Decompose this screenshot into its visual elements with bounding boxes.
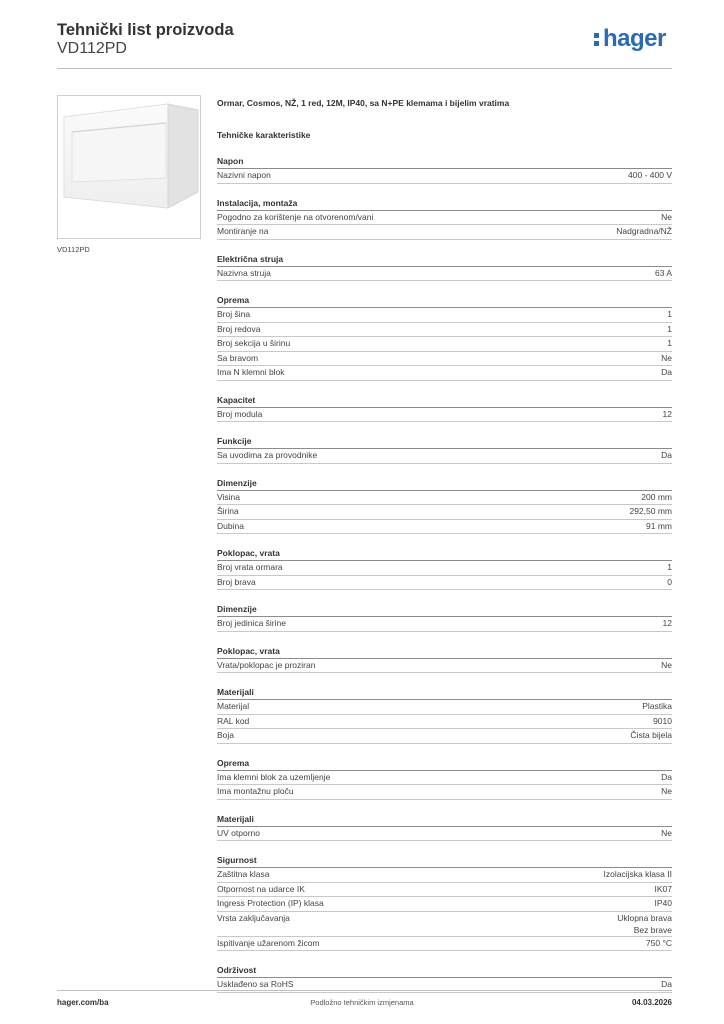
footer-website: hager.com/ba <box>57 998 109 1007</box>
spec-label: Širina <box>217 506 239 516</box>
spec-label: Otpornost na udarce IK <box>217 883 305 894</box>
spec-row <box>217 520 672 535</box>
spec-row <box>217 937 672 952</box>
spec-value-line: Uklopna brava <box>617 912 672 923</box>
spec-row <box>217 576 672 591</box>
spec-group-title: Funkcije <box>217 434 672 449</box>
spec-group <box>217 644 672 674</box>
spec-value: Ne <box>661 352 672 363</box>
spec-row <box>217 700 672 715</box>
spec-row <box>217 211 672 226</box>
spec-label: Broj redova <box>217 323 261 334</box>
spec-value: Izolacijska klasa II <box>603 869 672 879</box>
spec-label: Broj brava <box>217 576 256 587</box>
spec-group-title: Sigurnost <box>217 853 672 868</box>
spec-row <box>217 827 672 842</box>
spec-group <box>217 602 672 632</box>
spec-group-title: Instalacija, montaža <box>217 196 672 211</box>
spec-value: Da <box>661 979 672 989</box>
header-divider <box>57 68 672 69</box>
spec-groups <box>217 154 672 993</box>
enclosure-illustration-icon <box>58 96 200 238</box>
spec-label: Sa uvodima za provodnike <box>217 450 318 460</box>
spec-row <box>217 267 672 282</box>
spec-label: Visina <box>217 491 240 502</box>
spec-label: Ima N klemni blok <box>217 367 285 377</box>
spec-value: Ne <box>661 659 672 670</box>
spec-row <box>217 366 672 381</box>
spec-value: 1 <box>667 562 672 572</box>
spec-value: Čista bijela <box>630 730 672 740</box>
spec-label: Nazivni napon <box>217 170 271 180</box>
spec-value: 9010 <box>653 715 672 726</box>
spec-row <box>217 715 672 730</box>
spec-group <box>217 546 672 590</box>
spec-label: Zaštitna klasa <box>217 869 270 879</box>
spec-label: Broj jedinica širine <box>217 618 286 628</box>
hager-logo-icon: hager <box>594 27 666 51</box>
spec-value: 292,50 mm <box>629 506 672 516</box>
spec-row <box>217 785 672 800</box>
spec-value: 1 <box>667 323 672 334</box>
spec-label: Ingress Protection (IP) klasa <box>217 898 324 908</box>
spec-value: Da <box>661 771 672 782</box>
spec-label: RAL kod <box>217 715 250 726</box>
spec-value: Ne <box>661 211 672 222</box>
product-description: Ormar, Cosmos, NŽ, 1 red, 12M, IP40, sa N+PE klemama i bijelim vratima <box>217 98 510 108</box>
spec-label: UV otporno <box>217 827 260 838</box>
spec-label: Nazivna struja <box>217 267 271 278</box>
spec-label: Dubina <box>217 520 244 531</box>
spec-row <box>217 323 672 338</box>
spec-row <box>217 868 672 883</box>
spec-group <box>217 252 672 282</box>
spec-group-title: Materijali <box>217 685 672 700</box>
spec-row <box>217 225 672 240</box>
spec-group <box>217 853 672 951</box>
spec-group-title: Održivost <box>217 963 672 978</box>
spec-label: Vrsta zaključavanja <box>217 912 290 923</box>
spec-row <box>217 408 672 423</box>
spec-label: Ispitivanje užarenom žicom <box>217 937 320 948</box>
spec-row <box>217 449 672 464</box>
spec-value: Nadgradna/NŽ <box>616 226 672 236</box>
spec-value: 750 °C <box>645 937 672 948</box>
spec-row <box>217 352 672 367</box>
spec-row <box>217 617 672 632</box>
spec-group <box>217 756 672 800</box>
spec-row <box>217 897 672 912</box>
spec-group <box>217 154 672 184</box>
spec-group <box>217 196 672 240</box>
spec-group-title: Poklopac, vrata <box>217 644 672 659</box>
spec-value: Plastika <box>642 701 672 711</box>
spec-value: 12 <box>662 618 672 628</box>
spec-group <box>217 293 672 381</box>
spec-row <box>217 883 672 898</box>
spec-value: IP40 <box>654 898 672 908</box>
specification-sheet <box>217 96 672 993</box>
spec-value: 91 mm <box>646 520 672 531</box>
spec-group-title: Poklopac, vrata <box>217 546 672 561</box>
spec-label: Montiranje na <box>217 226 269 236</box>
spec-label: Vrata/poklopac je proziran <box>217 659 316 670</box>
spec-group-title: Dimenzije <box>217 476 672 491</box>
spec-label: Sa bravom <box>217 352 259 363</box>
spec-group-title: Oprema <box>217 293 672 308</box>
spec-row <box>217 912 672 937</box>
spec-group <box>217 812 672 842</box>
spec-group-title: Oprema <box>217 756 672 771</box>
spec-value: 12 <box>662 408 672 419</box>
spec-row <box>217 169 672 184</box>
spec-label: Broj šina <box>217 309 251 319</box>
spec-row <box>217 729 672 744</box>
footer-date: 04.03.2026 <box>631 998 672 1007</box>
spec-group-title: Napon <box>217 154 672 169</box>
spec-label: Materijal <box>217 701 250 711</box>
spec-value: Ne <box>661 786 672 796</box>
spec-row <box>217 505 672 520</box>
spec-row <box>217 561 672 576</box>
spec-value-line: Bez brave <box>633 924 672 935</box>
spec-value: Da <box>661 367 672 377</box>
spec-value: 0 <box>667 576 672 587</box>
spec-row <box>217 337 672 352</box>
spec-group <box>217 476 672 535</box>
spec-row <box>217 771 672 786</box>
spec-row <box>217 308 672 323</box>
spec-label: Ima klemni blok za uzemljenje <box>217 771 331 782</box>
spec-group <box>217 434 672 464</box>
spec-value: Ne <box>661 827 672 838</box>
spec-group <box>217 393 672 423</box>
spec-value: 400 - 400 V <box>628 170 672 180</box>
spec-value: 200 mm <box>641 491 672 502</box>
spec-group-title: Dimenzije <box>217 602 672 617</box>
spec-label: Usklađeno sa RoHS <box>217 979 294 989</box>
footer-note: Podložno tehničkim izmjenama <box>310 998 414 1007</box>
product-image-caption: VD112PD <box>57 245 90 254</box>
spec-label: Broj vrata ormara <box>217 562 283 572</box>
product-image <box>57 95 201 239</box>
spec-value: 1 <box>667 309 672 319</box>
spec-group <box>217 685 672 744</box>
spec-row <box>217 491 672 506</box>
spec-group-title: Materijali <box>217 812 672 827</box>
spec-label: Ima montažnu ploču <box>217 786 294 796</box>
technical-characteristics-heading: Tehničke karakteristike <box>217 130 311 140</box>
spec-value: 1 <box>667 338 672 348</box>
spec-value: 63 A <box>654 267 672 278</box>
spec-label: Broj sekcija u širinu <box>217 338 291 348</box>
spec-group-title: Električna struja <box>217 252 672 267</box>
spec-label: Broj modula <box>217 408 263 419</box>
spec-value <box>617 912 672 936</box>
page-title: Tehnički list proizvoda <box>57 21 234 39</box>
spec-value: IK07 <box>654 883 672 894</box>
spec-row <box>217 659 672 674</box>
spec-label: Pogodno za korištenje na otvorenom/vani <box>217 211 374 222</box>
product-code: VD112PD <box>57 40 127 57</box>
spec-label: Boja <box>217 730 235 740</box>
spec-value: Da <box>661 450 672 460</box>
footer-divider <box>57 990 672 991</box>
spec-group <box>217 963 672 993</box>
spec-group-title: Kapacitet <box>217 393 672 408</box>
